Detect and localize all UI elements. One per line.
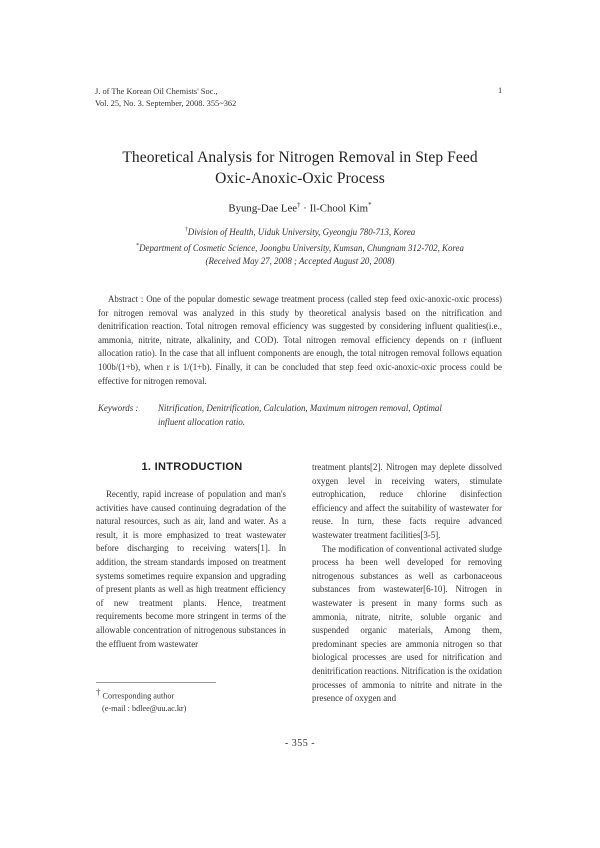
affiliation-1 xyxy=(60,224,540,240)
journal-name: J. of The Korean Oil Chemists' Soc., xyxy=(95,87,218,96)
body-column-left xyxy=(96,488,286,651)
received-dates: (Received May 27, 2008 ; Accepted August 20, 2008) xyxy=(205,256,395,267)
journal-volume: Vol. 25, No. 3. September, 2008. 355~362 xyxy=(95,98,237,108)
affiliation-2 xyxy=(60,240,540,256)
footnote-line-1 xyxy=(96,686,186,703)
affiliation-1-text: Division of Health, Uiduk University, Gyeongju 780-713, Korea xyxy=(187,226,416,237)
author-2-mark: * xyxy=(368,201,372,209)
keywords xyxy=(98,402,502,429)
keywords-line-1 xyxy=(98,402,502,416)
journal-citation xyxy=(95,86,236,109)
affiliation-2-mark: * xyxy=(136,242,140,249)
author-list xyxy=(60,201,540,215)
footnote-mark: † xyxy=(96,687,101,697)
keywords-label: Keywords : xyxy=(98,403,139,413)
title-line-2: Oxic-Anoxic-Oxic Process xyxy=(215,170,385,187)
paragraph: treatment plants[2]. Nitrogen may deplete dissolved oxygen level in receiving waters, stimulate eutrophication, reduce chlorine disinfection efficiency and affect the suitability of wastewater for reuse. In turn, these facts require advanced wastewater treatment facilities[3-5]. xyxy=(312,462,502,540)
affiliations xyxy=(60,224,540,269)
author-separator: · xyxy=(303,202,307,215)
footnote-divider xyxy=(96,682,216,683)
section-heading: 1. INTRODUCTION xyxy=(141,461,243,473)
body-column-right xyxy=(312,461,502,706)
paragraph: Recently, rapid increase of population and man's activities have caused continuing degradation of the natural resources, such as air, land and water. As a result, it is more emphasized to treat wastewater before discharging to receiving waters[1]. In addition, the stream standards imposed on treatment systems sometimes require expansion and upgrading of present plants as well as high treatment efficiency of new treatment plants. Hence, treatment requirements become more stringent in terms of the allowable concentration of nitrogenous substances in the effluent from wastewater xyxy=(96,489,286,649)
abstract: Abstract : One of the popular domestic sewage treatment process (called step feed oxic-anoxic-oxic process) for nitrogen removal was analyzed in this study by theoretical analysis based on the nitrification and denitrification reaction. Total nitrogen removal efficiency was suggested by considering influent qualities(i.e., ammonia, nitrite, nitrate, alkalinity, and COD). Total nitrogen removal efficiency depends on r (influent allocation ratio). In the case that all influent components are enough, the total nitrogen removal follows equation 100b/(1+b), when r is 1/(1+b). Finally, it can be concluded that step feed oxic-anoxic-oxic process could be effective for nitrogen removal. xyxy=(98,294,502,386)
keywords-text-2: influent allocation ratio. xyxy=(158,416,246,427)
page-number: 1 xyxy=(498,86,503,95)
author-2: Il-Chool Kim xyxy=(309,202,369,215)
affiliation-2-text: Department of Cosmetic Science, Joongbu University, Kumsan, Chungnam 312-702, Korea xyxy=(139,242,464,253)
author-1-mark: † xyxy=(297,201,301,209)
paragraph: The modification of conventional activated sludge process ha been well developed for removing nitrogenous substances as well as carbonaceous substances from wastewater[6-10]. Nitrogen in wastewater is present in many forms such as ammonia, nitrate, nitrite, soluble organic and suspended organic materials, Among them, predominant species are ammonia nitrogen so that biological processes are used for nitrification and denitrification reactions. Nitrification is the oxidation processes of ammonia to nitrite and nitrate in the presence of oxygen and xyxy=(312,543,502,704)
keywords-text-1: Nitrification, Denitrification, Calculation, Maximum nitrogen removal, Optimal xyxy=(158,403,442,413)
footnote xyxy=(96,686,186,716)
footnote-text: Corresponding author xyxy=(102,691,175,701)
author-1: Byung-Dae Lee xyxy=(228,202,298,215)
page-footer: - 355 - xyxy=(284,738,316,749)
paper-title xyxy=(60,147,540,189)
title-line-1: Theoretical Analysis for Nitrogen Removal in Step Feed xyxy=(122,149,478,166)
footnote-email: (e-mail : bdlee@uu.ac.kr) xyxy=(102,704,187,714)
affiliation-1-mark: † xyxy=(184,227,188,233)
